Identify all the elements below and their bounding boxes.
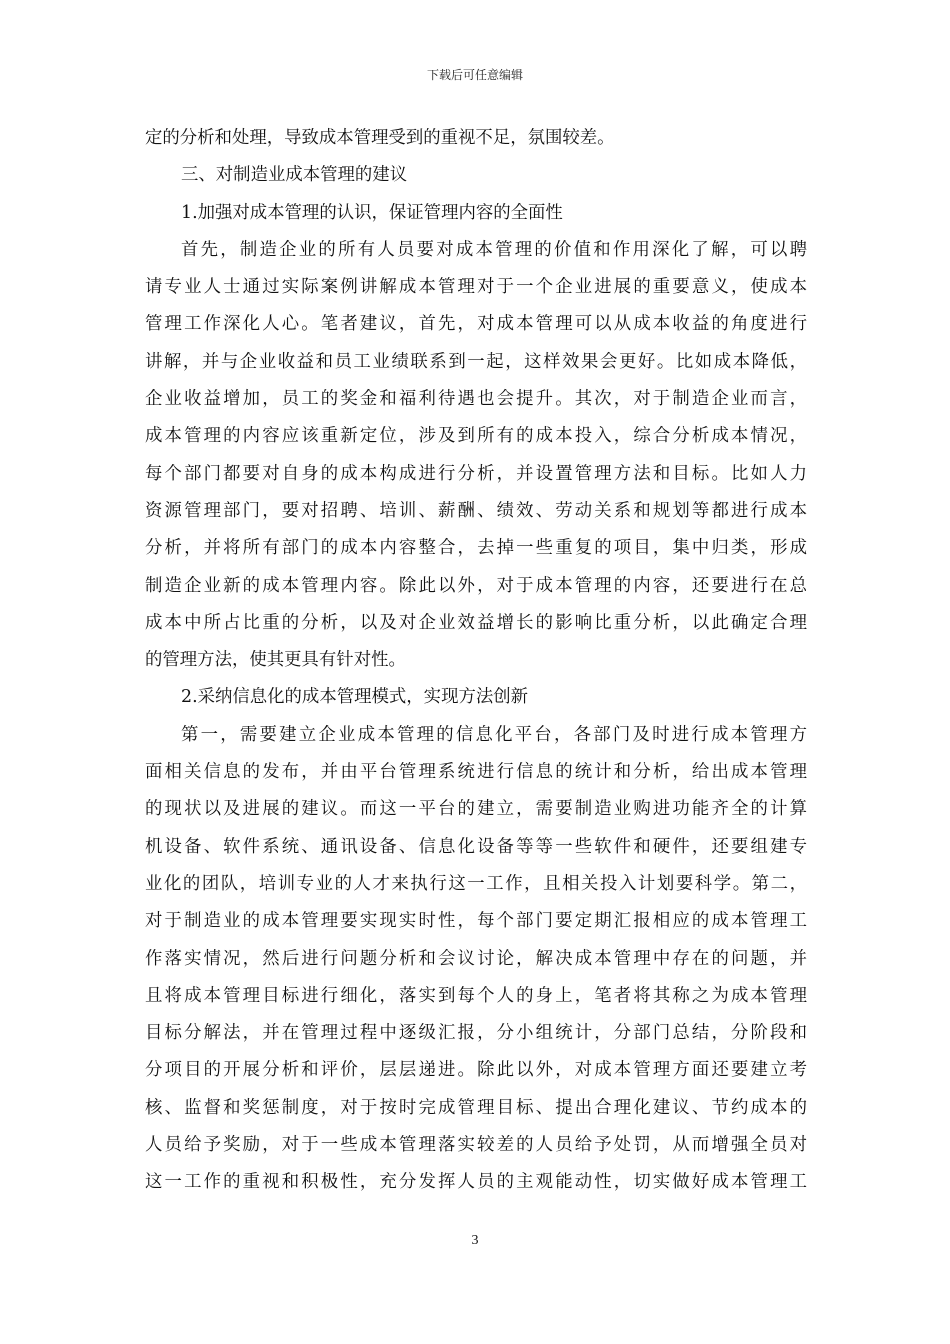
paragraph-line: 分项目的开展分析和评价，层层递进。除此以外，对成本管理方面还要建立考 <box>145 1060 807 1081</box>
paragraph-line: 面相关信息的发布，并由平台管理系统进行信息的统计和分析，给出成本管理 <box>145 762 807 783</box>
paragraph-line: 请专业人士通过实际案例讲解成本管理对于一个企业进展的重要意义，使成本 <box>145 277 807 298</box>
paragraph-line: 每个部门都要对自身的成本构成进行分析，并设置管理方法和目标。比如人力 <box>145 463 807 484</box>
paragraph-line: 业化的团队，培训专业的人才来执行这一工作，且相关投入计划要科学。第二， <box>145 873 807 894</box>
subsection-heading: 2.采纳信息化的成本管理模式，实现方法创新 <box>181 687 529 708</box>
paragraph-line: 且将成本管理目标进行细化，落实到每个人的身上，笔者将其称之为成本管理 <box>145 985 807 1006</box>
paragraph-line: 第一，需要建立企业成本管理的信息化平台，各部门及时进行成本管理方 <box>181 724 807 745</box>
paragraph-line: 管理工作深化人心。笔者建议，首先，对成本管理可以从成本收益的角度进行 <box>145 314 807 335</box>
paragraph-line: 讲解，并与企业收益和员工业绩联系到一起，这样效果会更好。比如成本降低， <box>145 351 807 372</box>
section-heading: 三、对制造业成本管理的建议 <box>181 165 408 186</box>
document-body <box>145 120 807 1202</box>
paragraph-line: 核、监督和奖惩制度，对于按时完成管理目标、提出合理化建议、节约成本的 <box>145 1097 807 1118</box>
page-header: 下载后可任意编辑 <box>426 68 523 82</box>
paragraph-line: 成本管理的内容应该重新定位，涉及到所有的成本投入，综合分析成本情况， <box>145 426 807 447</box>
paragraph-line: 机设备、软件系统、通讯设备、信息化设备等等一些软件和硬件，还要组建专 <box>145 836 807 857</box>
paragraph-line: 这一工作的重视和积极性，充分发挥人员的主观能动性，切实做好成本管理工 <box>145 1172 807 1193</box>
paragraph-line: 企业收益增加，员工的奖金和福利待遇也会提升。其次，对于制造企业而言， <box>145 389 807 410</box>
paragraph-line: 定的分析和处理，导致成本管理受到的重视不足，氛围较差。 <box>145 128 615 148</box>
paragraph-line: 作落实情况，然后进行问题分析和会议讨论，解决成本管理中存在的问题，并 <box>145 948 807 969</box>
paragraph-line: 成本中所占比重的分析，以及对企业效益增长的影响比重分析，以此确定合理 <box>145 612 807 633</box>
subsection-heading: 1.加强对成本管理的认识，保证管理内容的全面性 <box>181 202 563 223</box>
paragraph-line: 制造企业新的成本管理内容。除此以外，对于成本管理的内容，还要进行在总 <box>145 575 807 596</box>
paragraph-line: 分析，并将所有部门的成本内容整合，去掉一些重复的项目，集中归类，形成 <box>145 538 807 559</box>
paragraph-line: 目标分解法，并在管理过程中逐级汇报，分小组统计，分部门总结，分阶段和 <box>145 1023 807 1044</box>
paragraph-line: 首先，制造企业的所有人员要对成本管理的价值和作用深化了解，可以聘 <box>181 239 807 260</box>
page-number: 3 <box>471 1233 479 1248</box>
paragraph-line: 人员给予奖励，对于一些成本管理落实较差的人员给予处罚，从而增强全员对 <box>145 1135 807 1156</box>
paragraph-line: 资源管理部门，要对招聘、培训、薪酬、绩效、劳动关系和规划等都进行成本 <box>145 500 807 521</box>
paragraph-line: 的现状以及进展的建议。而这一平台的建立，需要制造业购进功能齐全的计算 <box>145 799 807 820</box>
paragraph-line: 对于制造业的成本管理要实现实时性，每个部门要定期汇报相应的成本管理工 <box>145 911 807 932</box>
paragraph-line: 的管理方法，使其更具有针对性。 <box>145 650 406 671</box>
